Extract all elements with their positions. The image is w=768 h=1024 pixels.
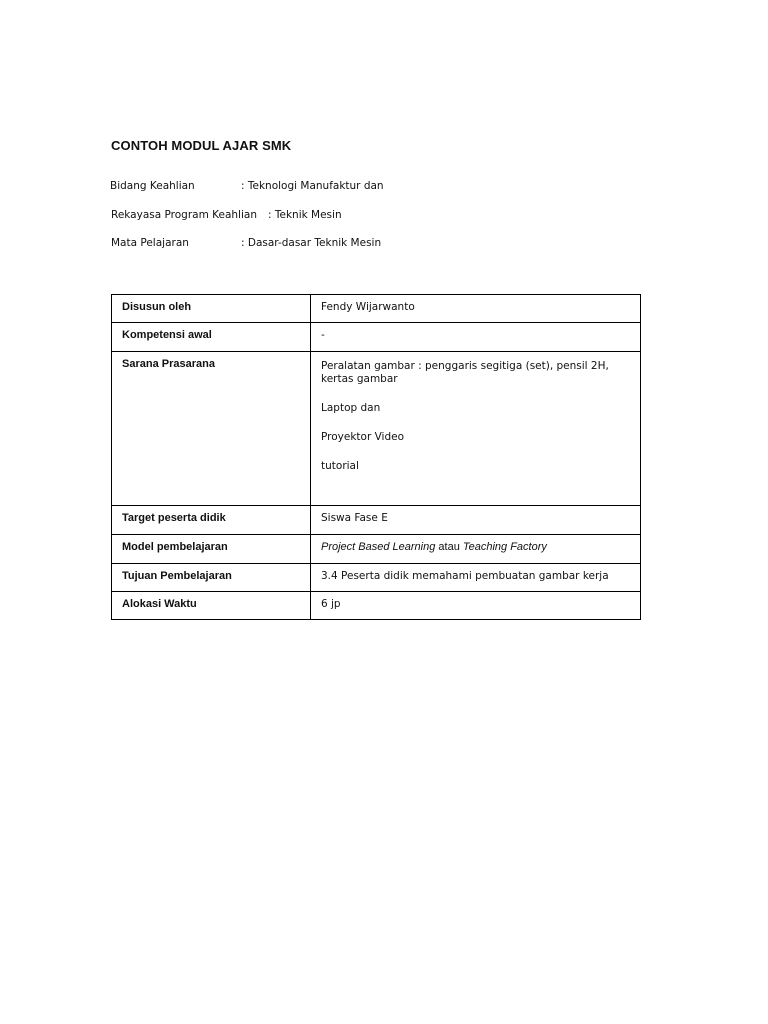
- row-value: 6 jp: [311, 592, 641, 620]
- row-key: Disusun oleh: [112, 295, 311, 323]
- model-pbl: Project Based Learning: [321, 541, 436, 553]
- row-key: Tujuan Pembelajaran: [112, 564, 311, 592]
- meta-row-mata-pelajaran: [111, 237, 381, 249]
- module-info-table: [111, 294, 641, 620]
- document-title: CONTOH MODUL AJAR SMK: [111, 138, 292, 153]
- meta-label: Bidang Keahlian: [110, 180, 195, 192]
- table-row-target: [112, 506, 641, 535]
- model-tefa: Teaching Factory: [462, 541, 547, 553]
- sarana-line-laptop: Laptop dan: [321, 402, 381, 414]
- table-row-sarana: [112, 352, 641, 506]
- table-row-kompetensi: [112, 323, 641, 352]
- table-row-model: [112, 535, 641, 564]
- meta-value: : Teknik Mesin: [268, 209, 342, 221]
- row-value: 3.4 Peserta didik memahami pembuatan gambar kerja: [311, 564, 641, 592]
- table-row-disusun: [112, 295, 641, 323]
- row-value: Siswa Fase E: [311, 506, 641, 535]
- model-atau: atau: [435, 541, 463, 553]
- row-value: Fendy Wijarwanto: [311, 295, 641, 323]
- row-value: -: [311, 323, 641, 352]
- meta-row-program-keahlian: [111, 209, 342, 221]
- row-key: Kompetensi awal: [112, 323, 311, 352]
- row-key: Sarana Prasarana: [112, 352, 311, 506]
- meta-label: Mata Pelajaran: [111, 237, 189, 249]
- meta-value: : Teknologi Manufaktur dan: [241, 180, 384, 192]
- row-key: Model pembelajaran: [112, 535, 311, 564]
- meta-row-bidang-keahlian: [110, 180, 384, 192]
- sarana-line-tutorial: tutorial: [321, 460, 359, 472]
- row-value: [311, 535, 641, 564]
- table-row-alokasi: [112, 592, 641, 620]
- table-row-tujuan: [112, 564, 641, 592]
- sarana-line-peralatan: Peralatan gambar : penggaris segitiga (set), pensil 2H, kertas gambar: [321, 360, 609, 385]
- sarana-line-proyektor: Proyektor Video: [321, 431, 405, 443]
- row-key: Alokasi Waktu: [112, 592, 311, 620]
- row-key: Target peserta didik: [112, 506, 311, 535]
- row-value: [311, 352, 641, 506]
- meta-label: Rekayasa Program Keahlian: [111, 209, 257, 221]
- meta-value: : Dasar-dasar Teknik Mesin: [241, 237, 382, 249]
